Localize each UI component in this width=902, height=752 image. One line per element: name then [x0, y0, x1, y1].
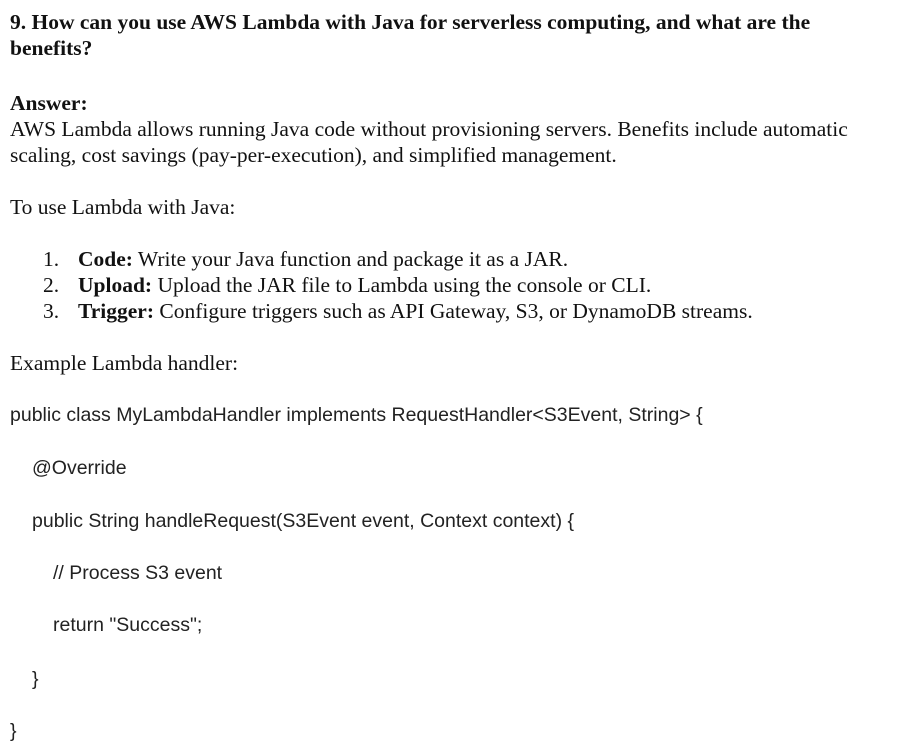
code-line: @Override [32, 457, 127, 479]
list-item-term: Code: [78, 247, 133, 271]
example-label: Example Lambda handler: [10, 351, 239, 375]
list-item [10, 298, 753, 324]
list-item [10, 246, 753, 272]
code-line: public class MyLambdaHandler implements RequestHandler<S3Event, String> { [10, 404, 703, 426]
list-item-number: 2. [43, 273, 60, 297]
code-line: } [32, 668, 39, 690]
code-line: public String handleRequest(S3Event event, Context context) { [32, 510, 574, 532]
answer-heading: Answer: [10, 91, 88, 115]
question-heading: 9. How can you use AWS Lambda with Java for serverless computing, and what are the benefits? [10, 10, 811, 60]
list-item-term: Upload: [78, 273, 153, 297]
code-line: return "Success"; [53, 614, 203, 636]
list-item-text: Write your Java function and package it as a JAR. [132, 247, 569, 271]
intro-paragraph: AWS Lambda allows running Java code without provisioning servers. Benefits include automatic scaling, cost savings (pay-per-execution), and simplified management. [10, 117, 848, 167]
list-item-term: Trigger: [78, 299, 155, 323]
steps-list [10, 246, 753, 324]
code-line: // Process S3 event [53, 562, 223, 584]
code-line: } [10, 720, 17, 742]
list-item-text: Configure triggers such as API Gateway, S3, or DynamoDB streams. [154, 299, 753, 323]
list-item-text: Upload the JAR file to Lambda using the console or CLI. [152, 273, 652, 297]
list-item [10, 272, 753, 298]
to-use-paragraph: To use Lambda with Java: [10, 195, 236, 219]
list-item-number: 1. [43, 247, 60, 271]
list-item-number: 3. [43, 299, 60, 323]
